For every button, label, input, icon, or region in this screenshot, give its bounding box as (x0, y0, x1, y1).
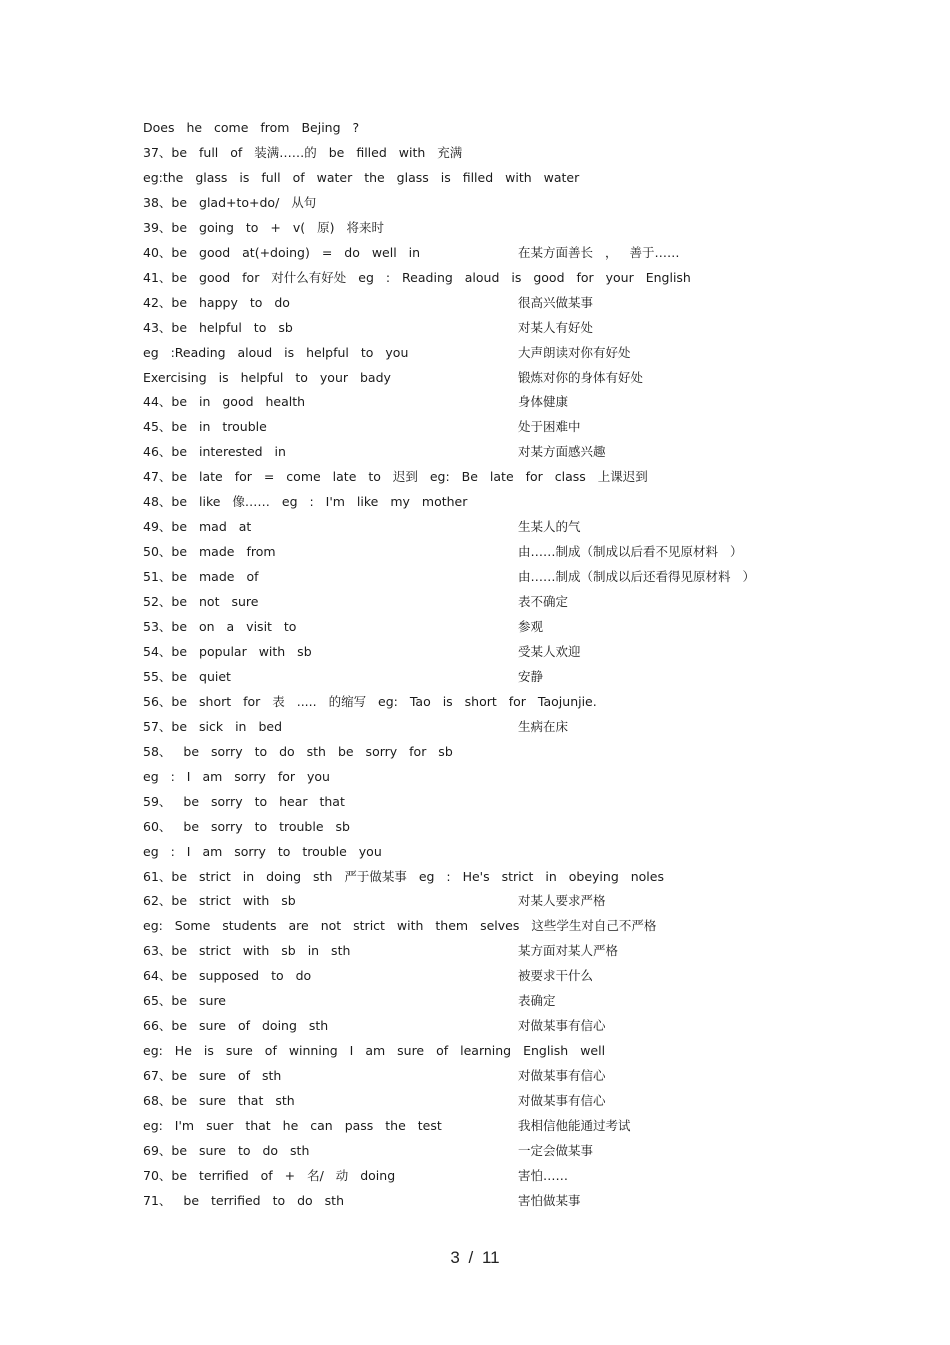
line-translation: 表不确定 (518, 594, 569, 610)
line-text: 62、be strict with sb (143, 893, 296, 909)
line-translation: 害怕做某事 (518, 1192, 581, 1208)
line-text: 48、be like 像…… eg : I'm like my mother (143, 494, 468, 510)
line-text: 42、be happy to do (143, 294, 290, 310)
line-text: 45、be in trouble (143, 419, 267, 435)
text-line (143, 143, 863, 163)
line-text: 66、be sure of doing sth (143, 1018, 329, 1034)
line-text: Does he come from Bejing ? (143, 120, 360, 135)
text-line (143, 991, 863, 1011)
line-text: 54、be popular with sb (143, 643, 312, 659)
line-text: eg: I'm suer that he can pass the test (143, 1118, 442, 1133)
line-translation: 大声朗读对你有好处 (518, 344, 631, 360)
line-text: 67、be sure of sth (143, 1068, 282, 1084)
line-text: 40、be good at(+doing) = do well in (143, 244, 421, 260)
line-text: 57、be sick in bed (143, 718, 283, 734)
line-text: 70、be terrified of + 名/ 动 doing (143, 1167, 396, 1183)
line-text: 55、be quiet (143, 668, 231, 684)
line-translation: 生某人的气 (518, 519, 581, 535)
line-text: 56、be short for 表 ..... 的缩写 eg: Tao is short for Taojunjie. (143, 693, 597, 709)
text-line (143, 692, 863, 712)
line-translation: 很高兴做某事 (518, 294, 594, 310)
line-text: 39、be going to + v( 原) 将来时 (143, 219, 384, 235)
line-translation: 表确定 (518, 993, 556, 1009)
line-text: 65、be sure (143, 993, 226, 1009)
text-line (143, 417, 863, 437)
text-line (143, 1166, 863, 1186)
line-translation: 对某人有好处 (518, 319, 594, 335)
text-line (143, 1041, 863, 1061)
text-line (143, 642, 863, 662)
line-text: 52、be not sure (143, 594, 259, 610)
text-line (143, 343, 863, 363)
line-translation: 被要求干什么 (518, 968, 594, 984)
line-text: 50、be made from (143, 544, 276, 560)
text-line (143, 941, 863, 961)
line-text: 68、be sure that sth (143, 1093, 295, 1109)
text-line (143, 318, 863, 338)
line-translation: 受某人欢迎 (518, 643, 581, 659)
line-text: 41、be good for 对什么有好处 eg : Reading aloud is good for your English (143, 269, 691, 285)
text-line (143, 268, 863, 288)
page-number: 3 / 11 (450, 1248, 500, 1267)
line-translation: 身体健康 (518, 394, 569, 410)
line-text: eg :Reading aloud is helpful to you (143, 344, 409, 360)
line-translation: 在某方面善长 ， 善于…… (518, 244, 680, 260)
line-text: 37、be full of 装满……的 be filled with 充满 (143, 144, 463, 160)
text-line (143, 1116, 863, 1136)
text-line (143, 1066, 863, 1086)
text-line (143, 368, 863, 388)
text-line (143, 542, 863, 562)
line-text: 43、be helpful to sb (143, 319, 293, 335)
line-text: eg : I am sorry for you (143, 768, 330, 784)
line-text: eg : I am sorry to trouble you (143, 843, 382, 859)
line-text: 51、be made of (143, 569, 259, 585)
line-text: eg:the glass is full of water the glass is filled with water (143, 169, 580, 185)
line-text: 58、 be sorry to do sth be sorry for sb (143, 743, 453, 759)
text-line (143, 842, 863, 862)
text-line (143, 891, 863, 911)
line-translation: 我相信他能通过考试 (518, 1118, 631, 1133)
line-translation: 对某方面感兴趣 (518, 444, 606, 460)
text-line (143, 218, 863, 238)
line-text: 46、be interested in (143, 444, 286, 460)
text-line (143, 592, 863, 612)
text-line (143, 1016, 863, 1036)
text-line (143, 1141, 863, 1161)
text-line (143, 966, 863, 986)
line-translation: 安静 (518, 668, 544, 684)
line-translation: 锻炼对你的身体有好处 (518, 369, 644, 385)
line-translation: 生病在床 (518, 718, 569, 734)
text-line (143, 442, 863, 462)
text-line (143, 168, 863, 188)
text-line (143, 617, 863, 637)
text-line (143, 293, 863, 313)
line-text: 71、 be terrified to do sth (143, 1192, 344, 1208)
line-text: 44、be in good health (143, 394, 306, 410)
text-line (143, 1191, 863, 1211)
text-line (143, 517, 863, 537)
line-text: 38、be glad+to+do/ 从句 (143, 194, 317, 210)
text-line (143, 467, 863, 487)
line-translation: 对做某事有信心 (518, 1018, 606, 1034)
text-line (143, 667, 863, 687)
line-translation: 害怕…… (518, 1167, 569, 1183)
line-translation: 参观 (518, 619, 544, 634)
line-text: 47、be late for = come late to 迟到 eg: Be late for class 上课迟到 (143, 469, 648, 485)
text-line (143, 1091, 863, 1111)
line-translation: 一定会做某事 (518, 1142, 594, 1158)
line-translation: 由……制成（制成以后看不见原材料 ） (518, 544, 743, 560)
line-text: 53、be on a visit to (143, 619, 297, 634)
text-line (143, 767, 863, 787)
line-text: eg: Some students are not strict with them selves 这些学生对自己不严格 (143, 918, 657, 934)
text-line (143, 118, 863, 138)
text-line (143, 243, 863, 263)
line-translation: 对做某事有信心 (518, 1093, 606, 1109)
line-text: 69、be sure to do sth (143, 1142, 310, 1158)
line-translation: 对做某事有信心 (518, 1068, 606, 1084)
text-line (143, 717, 863, 737)
line-text: 49、be mad at (143, 519, 252, 535)
line-text: eg: He is sure of winning I am sure of learning English well (143, 1043, 606, 1059)
line-text: 60、 be sorry to trouble sb (143, 818, 350, 834)
text-line (143, 817, 863, 837)
line-text: 63、be strict with sb in sth (143, 943, 351, 959)
line-translation: 某方面对某人严格 (518, 943, 619, 959)
text-line (143, 792, 863, 812)
text-line (143, 567, 863, 587)
line-translation: 由……制成（制成以后还看得见原材料 ） (518, 569, 755, 585)
line-translation: 处于困难中 (518, 419, 581, 435)
text-line (143, 392, 863, 412)
text-line (143, 193, 863, 213)
text-line (143, 867, 863, 887)
text-line (143, 492, 863, 512)
line-text: 59、 be sorry to hear that (143, 793, 345, 809)
line-text: 61、be strict in doing sth 严于做某事 eg : He's strict in obeying noles (143, 868, 664, 884)
text-line (143, 916, 863, 936)
line-text: 64、be supposed to do (143, 968, 312, 984)
line-text: Exercising is helpful to your bady (143, 369, 391, 385)
line-translation: 对某人要求严格 (518, 893, 606, 909)
text-line (143, 742, 863, 762)
